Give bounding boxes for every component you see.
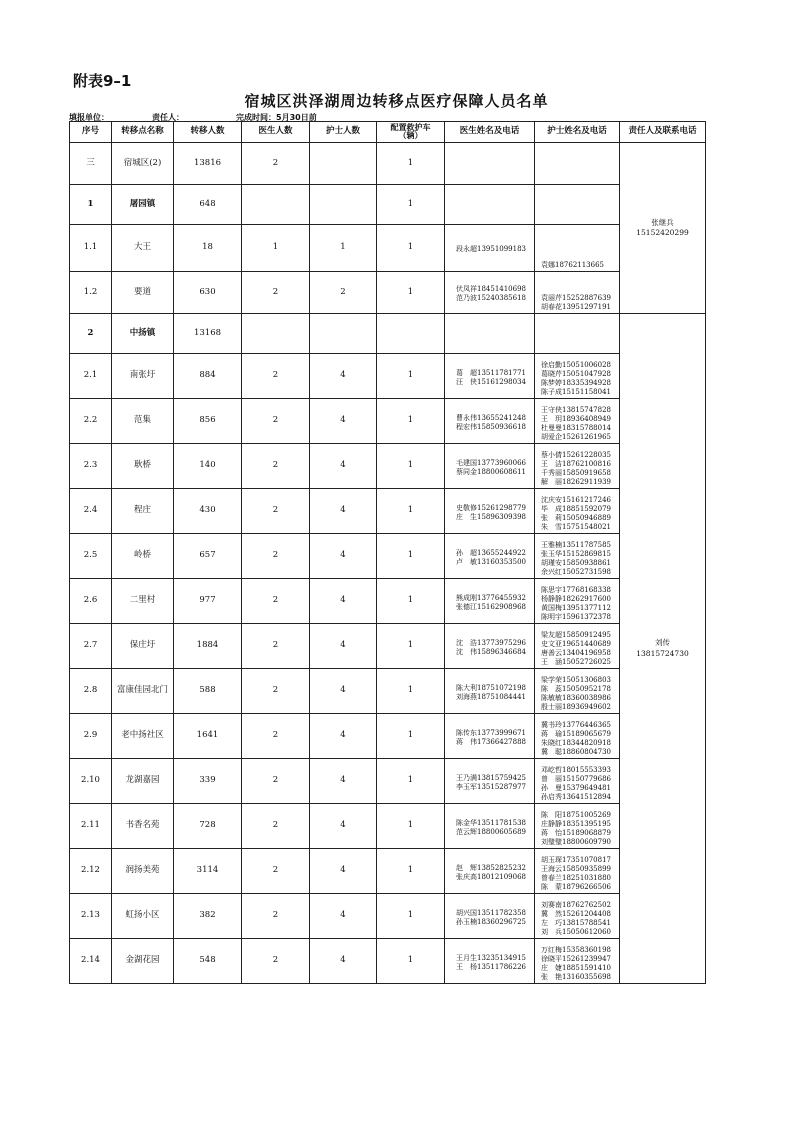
nurse-contacts-cell: 梁学荣15051306803 陈 蕊15050952178 陈敏敏18360038986 殷士丽18936949602 bbox=[535, 669, 620, 714]
table-header-row bbox=[70, 122, 706, 143]
transfer-count-cell: 18 bbox=[174, 225, 242, 272]
nurse-count-cell: 4 bbox=[310, 939, 377, 984]
transfer-count-cell: 339 bbox=[174, 759, 242, 804]
transfer-count-cell: 648 bbox=[174, 185, 242, 225]
doctor-contacts-cell: 赵 辉13852825232 张庆高18012109068 bbox=[445, 849, 535, 894]
doctor-count-cell: 2 bbox=[242, 804, 310, 849]
doctor-contacts-cell: 毛建国13773960066 蔡同金18800608611 bbox=[445, 444, 535, 489]
row-number-cell: 1.1 bbox=[70, 225, 112, 272]
row-number-cell: 2.10 bbox=[70, 759, 112, 804]
header-ambulance-count: 配置救护车 （辆） bbox=[377, 122, 445, 143]
row-number-cell: 2.13 bbox=[70, 894, 112, 939]
table-row bbox=[70, 579, 706, 624]
nurse-contacts-cell bbox=[535, 314, 620, 354]
row-number-cell: 2.7 bbox=[70, 624, 112, 669]
ambulance-count-cell: 1 bbox=[377, 939, 445, 984]
site-name-cell: 老中扬社区 bbox=[112, 714, 174, 759]
nurse-contacts-cell: 梁友超15850912495 史文亚19651440689 唐善云13404196958 王 涵15052726025 bbox=[535, 624, 620, 669]
header-nurse-count: 护士人数 bbox=[310, 122, 377, 143]
transfer-count-cell: 430 bbox=[174, 489, 242, 534]
doctor-contacts-cell: 陈大利18751072198 刘海燕18751084441 bbox=[445, 669, 535, 714]
table-body bbox=[70, 143, 706, 984]
transfer-count-cell: 977 bbox=[174, 579, 242, 624]
deadline-label: 完成时间：5月30日前 bbox=[236, 113, 317, 122]
row-number-cell: 三 bbox=[70, 143, 112, 185]
nurse-contacts-cell: 陈 阳18751005269 庄静静18351395195 蒋 怡15189068879 刘璧璧18800609790 bbox=[535, 804, 620, 849]
table-row bbox=[70, 399, 706, 444]
nurse-contacts-cell: 沈庆安15161217246 毕 成18851592079 张 莉15050946889 朱 雪15751548021 bbox=[535, 489, 620, 534]
row-number-cell: 2.9 bbox=[70, 714, 112, 759]
table-row bbox=[70, 939, 706, 984]
transfer-count-cell: 3114 bbox=[174, 849, 242, 894]
nurse-contacts-cell: 胡玉琛17351070817 王海云15850935899 曾春兰18251031880 陈 蒙18796266506 bbox=[535, 849, 620, 894]
doctor-contacts-cell: 王月生13235134915 王 杨13511786226 bbox=[445, 939, 535, 984]
row-number-cell: 1.2 bbox=[70, 272, 112, 314]
table-row bbox=[70, 534, 706, 579]
transfer-count-cell: 856 bbox=[174, 399, 242, 444]
doctor-count-cell: 2 bbox=[242, 759, 310, 804]
doctor-count-cell: 2 bbox=[242, 354, 310, 399]
site-name-cell: 耿桥 bbox=[112, 444, 174, 489]
row-number-cell: 2.3 bbox=[70, 444, 112, 489]
nurse-contacts-cell: 蔡小倩15261228035 王 洁18762100816 千秀丽15850919658 解 丽18262911939 bbox=[535, 444, 620, 489]
medical-staff-table bbox=[69, 121, 706, 984]
doctor-count-cell: 2 bbox=[242, 714, 310, 759]
doctor-count-cell: 2 bbox=[242, 399, 310, 444]
table-row bbox=[70, 272, 706, 314]
transfer-count-cell: 884 bbox=[174, 354, 242, 399]
transfer-count-cell: 657 bbox=[174, 534, 242, 579]
nurse-contacts-cell: 邓屹哲18015553393 曾 丽15150779686 孙 曼15379649481 孙启秀13641512894 bbox=[535, 759, 620, 804]
table-row bbox=[70, 759, 706, 804]
doctor-contacts-cell: 胡兴国13511782358 孙玉楠18360296725 bbox=[445, 894, 535, 939]
table-row bbox=[70, 489, 706, 534]
doctor-count-cell: 2 bbox=[242, 272, 310, 314]
ambulance-count-cell: 1 bbox=[377, 399, 445, 444]
ambulance-count-cell: 1 bbox=[377, 534, 445, 579]
nurse-contacts-cell: 袁娜18762113665 bbox=[535, 225, 620, 272]
table-row bbox=[70, 444, 706, 489]
ambulance-count-cell: 1 bbox=[377, 759, 445, 804]
doctor-count-cell: 2 bbox=[242, 143, 310, 185]
row-number-cell: 2.1 bbox=[70, 354, 112, 399]
site-name-cell: 金湖花园 bbox=[112, 939, 174, 984]
doctor-contacts-cell: 熊成刚13776455932 张德江15162908968 bbox=[445, 579, 535, 624]
transfer-count-cell: 1641 bbox=[174, 714, 242, 759]
doctor-contacts-cell: 葛 超13511781771 汪 侠15161298034 bbox=[445, 354, 535, 399]
row-number-cell: 2.12 bbox=[70, 849, 112, 894]
table-row bbox=[70, 894, 706, 939]
nurse-count-cell bbox=[310, 314, 377, 354]
doctor-contacts-cell bbox=[445, 185, 535, 225]
doctor-contacts-cell: 曹永伟13655241248 程宏伟15850936618 bbox=[445, 399, 535, 444]
nurse-count-cell: 4 bbox=[310, 624, 377, 669]
nurse-contacts-cell bbox=[535, 185, 620, 225]
nurse-count-cell: 4 bbox=[310, 399, 377, 444]
ambulance-count-cell: 1 bbox=[377, 489, 445, 534]
table-row bbox=[70, 185, 706, 225]
nurse-contacts-cell: 王守侠13815747828 王 玥18936408949 杜曼曼18315788014 胡爱企15261261965 bbox=[535, 399, 620, 444]
doctor-contacts-cell: 沈 浩13773975296 沈 伟15896346684 bbox=[445, 624, 535, 669]
site-name-cell: 中扬镇 bbox=[112, 314, 174, 354]
reporting-unit-label: 填报单位： bbox=[69, 113, 109, 122]
site-name-cell: 要道 bbox=[112, 272, 174, 314]
doctor-count-cell bbox=[242, 314, 310, 354]
doctor-contacts-cell bbox=[445, 143, 535, 185]
ambulance-count-cell: 1 bbox=[377, 669, 445, 714]
site-name-cell: 宿城区(2) bbox=[112, 143, 174, 185]
nurse-contacts-cell: 冀书玲13776446365 蒋 瑜15189065679 朱晓红18344820918 冀 聪18860804730 bbox=[535, 714, 620, 759]
nurse-count-cell: 4 bbox=[310, 669, 377, 714]
table-row bbox=[70, 143, 706, 185]
doctor-contacts-cell: 陈传东13773999671 蒋 伟17366427888 bbox=[445, 714, 535, 759]
ambulance-count-cell: 1 bbox=[377, 804, 445, 849]
doctor-count-cell: 2 bbox=[242, 669, 310, 714]
site-name-cell: 屠园镇 bbox=[112, 185, 174, 225]
header-nurse-contacts: 护士姓名及电话 bbox=[535, 122, 620, 143]
doctor-contacts-cell: 史敬修15261298779 庄 生15896309398 bbox=[445, 489, 535, 534]
table-row bbox=[70, 669, 706, 714]
doctor-count-cell: 2 bbox=[242, 894, 310, 939]
nurse-contacts-cell: 袁丽芹15252887639 胡春花13951297191 bbox=[535, 272, 620, 314]
doctor-count-cell bbox=[242, 185, 310, 225]
row-number-cell: 2.5 bbox=[70, 534, 112, 579]
doctor-contacts-cell bbox=[445, 314, 535, 354]
doctor-contacts-cell: 段永超13951099183 bbox=[445, 225, 535, 272]
table-row bbox=[70, 714, 706, 759]
site-name-cell: 虹扬小区 bbox=[112, 894, 174, 939]
ambulance-count-cell: 1 bbox=[377, 185, 445, 225]
site-name-cell: 岭桥 bbox=[112, 534, 174, 579]
transfer-count-cell: 13168 bbox=[174, 314, 242, 354]
header-site-name: 转移点名称 bbox=[112, 122, 174, 143]
header-doctor-count: 医生人数 bbox=[242, 122, 310, 143]
site-name-cell: 大王 bbox=[112, 225, 174, 272]
doctor-count-cell: 2 bbox=[242, 849, 310, 894]
annex-number: 附表9–1 bbox=[73, 72, 132, 90]
ambulance-count-cell: 1 bbox=[377, 354, 445, 399]
ambulance-count-cell: 1 bbox=[377, 714, 445, 759]
responsible-contact-cell: 张继兵 15152420299 bbox=[620, 143, 706, 314]
transfer-count-cell: 13816 bbox=[174, 143, 242, 185]
header-transfer-count: 转移人数 bbox=[174, 122, 242, 143]
doctor-count-cell: 2 bbox=[242, 444, 310, 489]
nurse-count-cell: 2 bbox=[310, 272, 377, 314]
ambulance-count-cell: 1 bbox=[377, 849, 445, 894]
nurse-count-cell: 4 bbox=[310, 489, 377, 534]
doctor-contacts-cell: 王乃满13815759425 李玉军13515287977 bbox=[445, 759, 535, 804]
site-name-cell: 润扬美苑 bbox=[112, 849, 174, 894]
ambulance-count-cell: 1 bbox=[377, 579, 445, 624]
header-no: 序号 bbox=[70, 122, 112, 143]
doctor-count-cell: 2 bbox=[242, 939, 310, 984]
doctor-count-cell: 2 bbox=[242, 534, 310, 579]
row-number-cell: 2.4 bbox=[70, 489, 112, 534]
row-number-cell: 2.14 bbox=[70, 939, 112, 984]
nurse-count-cell: 1 bbox=[310, 225, 377, 272]
nurse-count-cell: 4 bbox=[310, 354, 377, 399]
nurse-count-cell: 4 bbox=[310, 804, 377, 849]
table-row bbox=[70, 314, 706, 354]
nurse-count-cell: 4 bbox=[310, 714, 377, 759]
nurse-count-cell: 4 bbox=[310, 534, 377, 579]
doctor-count-cell: 1 bbox=[242, 225, 310, 272]
nurse-count-cell bbox=[310, 143, 377, 185]
transfer-count-cell: 630 bbox=[174, 272, 242, 314]
nurse-count-cell: 4 bbox=[310, 849, 377, 894]
doctor-contacts-cell: 孙 超13655244922 卢 敏13160353500 bbox=[445, 534, 535, 579]
site-name-cell: 二里村 bbox=[112, 579, 174, 624]
site-name-cell: 书香名苑 bbox=[112, 804, 174, 849]
nurse-count-cell: 4 bbox=[310, 759, 377, 804]
ambulance-count-cell: 1 bbox=[377, 444, 445, 489]
nurse-contacts-cell bbox=[535, 143, 620, 185]
nurse-contacts-cell: 刘赛南18762762502 冀 然15261204408 左 巧13815788541 刘 兵15050612060 bbox=[535, 894, 620, 939]
transfer-count-cell: 1884 bbox=[174, 624, 242, 669]
responsible-contact-cell: 刘传 13815724730 bbox=[620, 314, 706, 984]
table-row bbox=[70, 624, 706, 669]
header-responsible-contacts: 责任人及联系电话 bbox=[620, 122, 706, 143]
site-name-cell: 龙湖嘉园 bbox=[112, 759, 174, 804]
site-name-cell: 南张圩 bbox=[112, 354, 174, 399]
ambulance-count-cell: 1 bbox=[377, 225, 445, 272]
ambulance-count-cell: 1 bbox=[377, 624, 445, 669]
doctor-count-cell: 2 bbox=[242, 624, 310, 669]
site-name-cell: 范集 bbox=[112, 399, 174, 444]
doctor-count-cell: 2 bbox=[242, 489, 310, 534]
doctor-contacts-cell: 陈金华13511781538 范云辉18800605689 bbox=[445, 804, 535, 849]
ambulance-count-cell: 1 bbox=[377, 272, 445, 314]
site-name-cell: 富康佳园北门 bbox=[112, 669, 174, 714]
transfer-count-cell: 588 bbox=[174, 669, 242, 714]
row-number-cell: 2.8 bbox=[70, 669, 112, 714]
doctor-count-cell: 2 bbox=[242, 579, 310, 624]
nurse-contacts-cell: 徐启勤15051006028 葛晓芹15051047928 陈梦婷18335394928 陈子成15151158041 bbox=[535, 354, 620, 399]
nurse-contacts-cell: 万红梅15358360198 徐晓平15261239947 庄 婕18851591410 张 艳13160355698 bbox=[535, 939, 620, 984]
nurse-count-cell: 4 bbox=[310, 579, 377, 624]
nurse-count-cell: 4 bbox=[310, 894, 377, 939]
transfer-count-cell: 140 bbox=[174, 444, 242, 489]
transfer-count-cell: 548 bbox=[174, 939, 242, 984]
nurse-count-cell bbox=[310, 185, 377, 225]
table-row bbox=[70, 849, 706, 894]
ambulance-count-cell bbox=[377, 314, 445, 354]
nurse-contacts-cell: 王雅楠13511787585 张玉华15152869815 胡瑾安15850938861 余兴红15052731598 bbox=[535, 534, 620, 579]
document-title: 宿城区洪泽湖周边转移点医疗保障人员名单 bbox=[244, 92, 549, 110]
row-number-cell: 2.6 bbox=[70, 579, 112, 624]
row-number-cell: 1 bbox=[70, 185, 112, 225]
site-name-cell: 保庄圩 bbox=[112, 624, 174, 669]
nurse-contacts-cell: 陈思宇17768168338 杨静静18262917600 黄国梅13951377112 陈明宇15961372378 bbox=[535, 579, 620, 624]
transfer-count-cell: 728 bbox=[174, 804, 242, 849]
doctor-contacts-cell: 伏凤祥18451410698 范乃波15240385618 bbox=[445, 272, 535, 314]
row-number-cell: 2 bbox=[70, 314, 112, 354]
site-name-cell: 程庄 bbox=[112, 489, 174, 534]
ambulance-count-cell: 1 bbox=[377, 143, 445, 185]
nurse-count-cell: 4 bbox=[310, 444, 377, 489]
transfer-count-cell: 382 bbox=[174, 894, 242, 939]
row-number-cell: 2.11 bbox=[70, 804, 112, 849]
header-doctor-contacts: 医生姓名及电话 bbox=[445, 122, 535, 143]
row-number-cell: 2.2 bbox=[70, 399, 112, 444]
table-row bbox=[70, 225, 706, 272]
ambulance-count-cell: 1 bbox=[377, 894, 445, 939]
table-row bbox=[70, 804, 706, 849]
table-row bbox=[70, 354, 706, 399]
responsible-person-label: 责任人： bbox=[152, 113, 184, 122]
